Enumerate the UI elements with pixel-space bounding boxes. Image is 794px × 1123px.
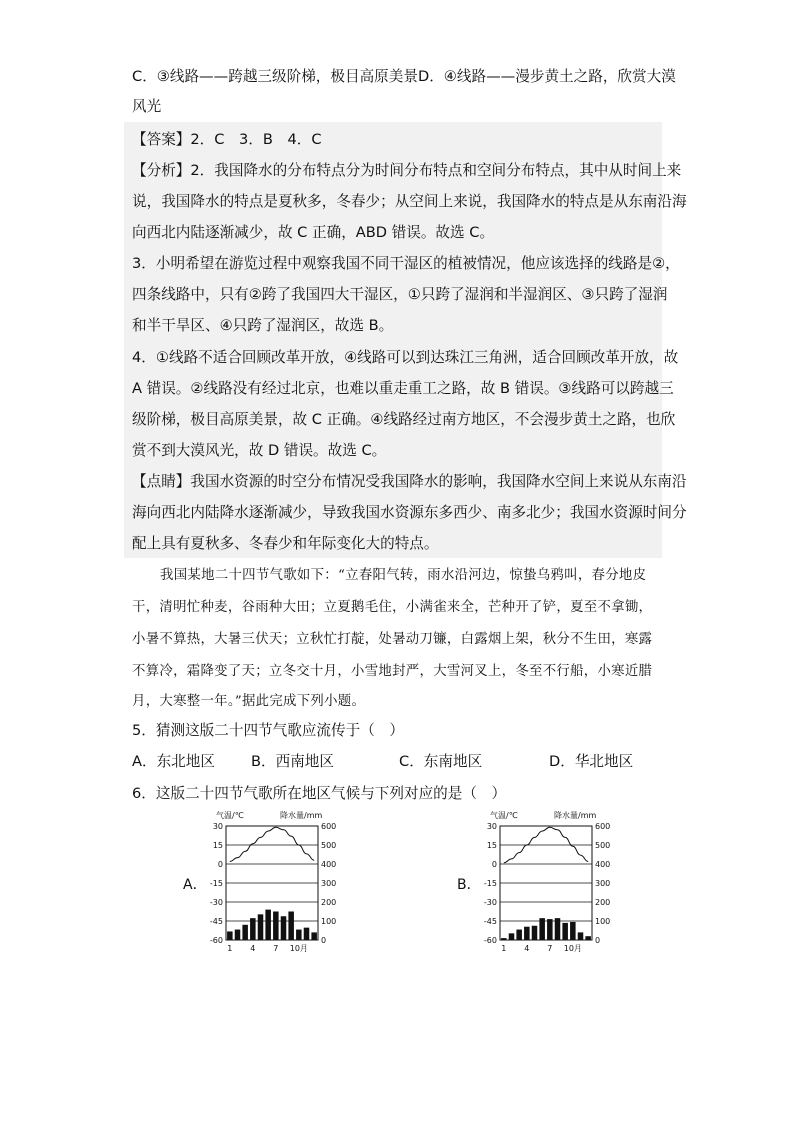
precip-tick-label: 300 bbox=[321, 879, 337, 888]
temp-tick-label: 0 bbox=[491, 860, 497, 869]
temp-tick-label: 15 bbox=[486, 841, 497, 850]
q5-option-c[interactable]: C．东南地区 bbox=[399, 753, 483, 770]
precip-bar bbox=[547, 919, 553, 940]
analysis-line: 级阶梯，极目高原美景，故 C 正确。④线路经过南方地区，不会漫步黄土之路，也欣 bbox=[132, 411, 676, 428]
precip-bar bbox=[281, 916, 287, 940]
precip-bar bbox=[250, 918, 256, 940]
q4-option-d-cont: 风光 bbox=[132, 98, 162, 115]
precip-bar bbox=[532, 926, 538, 940]
temp-tick-label: -15 bbox=[209, 879, 223, 888]
precip-tick-label: 600 bbox=[321, 822, 337, 831]
month-tick-label: 10月 bbox=[289, 944, 308, 953]
analysis-line: 向西北内陆逐渐减少，故 C 正确，ABD 错误。故选 C。 bbox=[132, 224, 495, 241]
tip-line: 【点睛】我国水资源的时空分布情况受我国降水的影响，我国降水空间上来说从东南沿 bbox=[132, 473, 687, 490]
temp-axis-title: 气温/℃ bbox=[490, 811, 518, 820]
precip-bar bbox=[273, 912, 279, 941]
temp-tick-label: -60 bbox=[483, 936, 497, 945]
analysis-line: 3．小明希望在游览过程中观察我国不同干湿区的植被情况，他应该选择的线路是②， bbox=[132, 255, 680, 272]
precip-bar bbox=[509, 933, 515, 940]
precip-tick-label: 100 bbox=[321, 917, 337, 926]
tip-line: 配上具有夏秋多、冬春少和年际变化大的特点。 bbox=[132, 535, 439, 552]
analysis-line: 【分析】2．我国降水的分布特点分为时间分布特点和空间分布特点，其中从时间上来 bbox=[132, 162, 682, 179]
precip-tick-label: 400 bbox=[595, 860, 611, 869]
precip-tick-label: 600 bbox=[595, 822, 611, 831]
q4-option-c-d: C．③线路——跨越三级阶梯，极目高原美景D．④线路——漫步黄土之路，欣赏大漠 bbox=[132, 68, 676, 85]
q6-stem: 6．这版二十四节气歌所在地区气候与下列对应的是（ ） bbox=[132, 785, 507, 802]
precip-bar bbox=[570, 922, 576, 940]
temp-tick-label: -15 bbox=[483, 879, 497, 888]
month-tick-label: 1 bbox=[227, 944, 233, 953]
precip-tick-label: 0 bbox=[321, 936, 327, 945]
precip-tick-label: 300 bbox=[595, 879, 611, 888]
precip-bar bbox=[296, 930, 302, 940]
month-tick-label: 7 bbox=[547, 944, 553, 953]
analysis-line: 4．①线路不适合回顾改革开放，④线路可以到达珠江三角洲，适合回顾改革开放，故 bbox=[132, 349, 679, 366]
precip-bar bbox=[258, 914, 264, 940]
precip-tick-label: 100 bbox=[595, 917, 611, 926]
temp-tick-label: -60 bbox=[209, 936, 223, 945]
precip-bar bbox=[242, 925, 248, 940]
q5-option-d[interactable]: D．华北地区 bbox=[549, 753, 634, 770]
precip-tick-label: 200 bbox=[595, 898, 611, 907]
month-tick-label: 4 bbox=[250, 944, 256, 953]
analysis-line: 赏不到大漠风光，故 D 错误。故选 C。 bbox=[132, 442, 387, 459]
tip-line: 海向西北内陆降水逐渐减少，导致我国水资源东多西少、南多北少；我国水资源时间分 bbox=[132, 504, 687, 521]
precip-bar bbox=[311, 932, 317, 940]
precip-axis-title: 降水量/mm bbox=[554, 811, 597, 820]
q5-option-b[interactable]: B．西南地区 bbox=[251, 753, 334, 770]
answer-line: 【答案】2．C 3．B 4．C bbox=[132, 131, 322, 148]
analysis-line: 和半干旱区、④只跨了湿润区，故选 B。 bbox=[132, 317, 394, 334]
precip-bar bbox=[524, 927, 530, 940]
climate-chart-a[interactable] bbox=[200, 806, 370, 956]
precip-bar bbox=[555, 918, 561, 940]
solar-terms-passage: 小暑不算热，大暑三伏天；立秋忙打靛，处暑动刀镰，白露烟上架，秋分不生田，寒露 bbox=[132, 632, 653, 647]
temp-tick-label: 15 bbox=[212, 841, 223, 850]
precip-bar bbox=[516, 930, 522, 940]
precip-bar bbox=[585, 936, 591, 940]
temp-tick-label: 30 bbox=[212, 822, 223, 831]
climate-chart-svg bbox=[474, 806, 644, 956]
precip-bar bbox=[288, 912, 294, 941]
solar-terms-passage: 不算冷，霜降变了天；立冬交十月，小雪地封严，大雪河叉上，冬至不行船，小寒近腊 bbox=[132, 664, 653, 679]
q5-option-a[interactable]: A．东北地区 bbox=[132, 753, 215, 770]
precip-bar bbox=[501, 938, 507, 940]
precip-bar bbox=[235, 930, 241, 940]
precip-tick-label: 0 bbox=[595, 936, 601, 945]
temperature-curve bbox=[230, 827, 314, 861]
month-tick-label: 1 bbox=[501, 944, 507, 953]
precip-bar bbox=[578, 932, 584, 940]
precip-tick-label: 500 bbox=[595, 841, 611, 850]
month-tick-label: 4 bbox=[524, 944, 530, 953]
precip-bar bbox=[539, 918, 545, 940]
precip-bar bbox=[304, 928, 310, 940]
solar-terms-passage: 月，大寒整一年。”据此完成下列小题。 bbox=[132, 694, 366, 709]
temp-tick-label: -45 bbox=[209, 917, 223, 926]
climate-chart-b[interactable] bbox=[474, 806, 644, 956]
q6-option-a-label[interactable]: A． bbox=[183, 877, 207, 893]
precip-bar bbox=[562, 923, 568, 940]
temp-tick-label: -30 bbox=[483, 898, 497, 907]
solar-terms-passage: 我国某地二十四节气歌如下：“立春阳气转，雨水沿河边，惊蛰乌鸦叫，春分地皮 bbox=[160, 568, 647, 583]
temp-axis-title: 气温/℃ bbox=[216, 811, 244, 820]
precip-tick-label: 400 bbox=[321, 860, 337, 869]
temp-tick-label: 0 bbox=[217, 860, 223, 869]
analysis-line: A 错误。②线路没有经过北京，也难以重走重工之路，故 B 错误。③线路可以跨越三 bbox=[132, 380, 674, 397]
temp-tick-label: -30 bbox=[209, 898, 223, 907]
temp-tick-label: 30 bbox=[486, 822, 497, 831]
precip-axis-title: 降水量/mm bbox=[280, 811, 323, 820]
solar-terms-passage: 干，清明忙种麦，谷雨种大田；立夏鹅毛住，小满雀来全，芒种开了铲，夏至不拿锄， bbox=[132, 600, 653, 615]
month-tick-label: 10月 bbox=[563, 944, 582, 953]
precip-tick-label: 500 bbox=[321, 841, 337, 850]
answer-shaded-block bbox=[124, 122, 662, 558]
analysis-line: 说，我国降水的特点是夏秋多，冬春少；从空间上来说，我国降水的特点是从东南沿海 bbox=[132, 193, 687, 210]
q5-stem: 5．猜测这版二十四节气歌应流传于（ ） bbox=[132, 722, 404, 739]
month-tick-label: 7 bbox=[273, 944, 279, 953]
precip-bar bbox=[227, 931, 233, 940]
precip-bar bbox=[265, 910, 271, 940]
q6-option-b-label[interactable]: B． bbox=[457, 877, 481, 893]
precip-tick-label: 200 bbox=[321, 898, 337, 907]
climate-chart-svg bbox=[200, 806, 370, 956]
analysis-line: 四条线路中，只有②跨了我国四大干湿区，①只跨了湿润和半湿润区、③只跨了湿润 bbox=[132, 286, 668, 303]
temp-tick-label: -45 bbox=[483, 917, 497, 926]
